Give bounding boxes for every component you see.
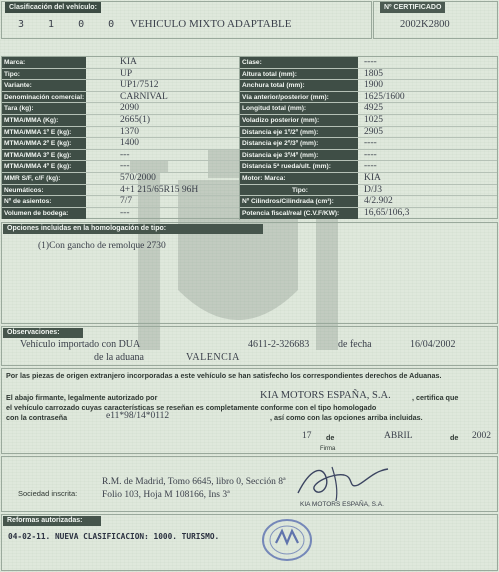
cert-line1-b: , certifica que [412,393,459,402]
classification-digits: 3 1 0 0 [18,19,124,30]
classification-box [1,1,372,39]
society-box [1,456,498,512]
spec-row: Tara (kg): 2090 [2,103,239,115]
society-registry-line2: Folio 103, Hoja M 108166, Ins 3ª [102,490,230,500]
spec-row: Neumáticos: 4+1 215/65R15 96H [2,185,239,197]
options-label: Opciones incluidas en la homologación de tipo: [3,224,263,234]
certificate-number: 2002K2800 [400,19,450,30]
reforms-label: Reformas autorizadas: [3,516,101,526]
spec-row: MTMA/MMA 1º E (kg): 1370 [2,127,239,139]
spec-row: MTMA/MMA 2º E (kg): 1400 [2,138,239,150]
left-spec-column [2,57,240,220]
cert-month: ABRIL [384,431,413,441]
observation-customs-label: de la aduana [94,352,144,363]
cert-line3-a: con la contraseña [6,413,68,422]
observation-customs-city: VALENCIA [186,352,240,363]
society-label: Sociedad inscrita: [18,489,78,498]
classification-text: VEHICULO MIXTO ADAPTABLE [130,18,292,30]
spec-row: Distancia eje 1º/2º (mm): 2905 [240,127,497,139]
spec-table [1,56,498,219]
certification-box [1,368,498,454]
spec-row: Anchura total (mm): 1900 [240,80,497,92]
society-registry-line1: R.M. de Madrid, Tomo 6645, libro 0, Sección 8ª [102,477,286,487]
options-text: (1)Con gancho de remolque 2730 [38,241,166,251]
cert-line2: el vehículo carrozado cuyas características se reseñan es completamente conforme con el tipo homologado [6,403,377,412]
spec-row: Motor: Marca: KIA [240,173,497,185]
spec-row: Clase: ---- [240,57,497,69]
spec-row: Altura total (mm): 1805 [240,69,497,81]
spec-row: Denominación comercial: CARNIVAL [2,92,239,104]
spec-row: MTMA/MMA 4º E (kg): --- [2,161,239,173]
spec-row: Nº Cilindros/Cilindrada (cm³): 4/2.902 [240,196,497,208]
cert-de2: de [450,433,459,442]
spec-row: Tipo: D/J3 [240,185,497,197]
spec-row: MTMA/MMA 3º E (kg): --- [2,150,239,162]
classification-label: Clasificación del vehículo: [5,2,101,13]
spec-row: Tipo: UP [2,69,239,81]
spec-row: MMR S/F, c/F (kg): 570/2000 [2,173,239,185]
observation-date-label: de fecha [338,339,372,350]
spec-row: Nº de asientos: 7/7 [2,196,239,208]
spec-row: Volumen de bodega: --- [4,207,130,218]
options-box [1,222,498,324]
society-stamp-text: KIA MOTORS ESPAÑA, S.A. [300,501,384,508]
spec-row: Potencia fiscal/real (C.V.F/KW): 16,65/106,3 [242,207,410,218]
reforms-text: 04-02-11. NUEVA CLASIFICACION: 1000. TURISMO. [8,532,220,541]
cert-line3-b: , así como con las opciones arriba incluidas. [270,413,423,422]
reforms-box [1,514,498,571]
observation-dua-number: 4611-2-326683 [248,339,310,350]
spec-row: Variante: UP1/7512 [2,80,239,92]
spec-row: MTMA/MMA (Kg): 2665(1) [2,115,239,127]
round-stamp-icon [260,517,314,563]
cert-year: 2002 [472,431,491,441]
spec-row: Voladizo posterior (mm): 1025 [240,115,497,127]
cert-company: KIA MOTORS ESPAÑA, S.A. [260,390,391,401]
observation-dua-text: Vehículo importado con DUA [20,339,141,350]
customs-statement: Por las piezas de origen extranjero incorporadas a este vehículo se han satisfecho los correspondientes derechos de Aduanas. [6,371,442,380]
signature-icon [292,459,402,503]
cert-line1-a: El abajo firmante, legalmente autorizado por [6,393,158,402]
observation-date: 16/04/2002 [410,339,456,350]
spec-row: Vía anterior/posterior (mm): 1625/1600 [240,92,497,104]
spec-row: Distancia 5ª rueda/ult. (mm): ---- [240,161,497,173]
cert-firma-label: Firma [320,446,336,452]
observations-label: Observaciones: [3,328,83,338]
cert-de1: de [326,433,335,442]
certificate-label: Nº CERTIFICADO [380,2,445,13]
right-spec-column [240,57,497,220]
cert-day: 17 [302,431,312,441]
cert-approval-code: e11*98/14*0112 [106,411,170,421]
spec-row: Marca: KIA [2,57,239,69]
observations-box [1,326,498,366]
spec-row: Distancia eje 3º/4º (mm): ---- [240,150,497,162]
certificate-box [373,1,498,39]
spec-row: Longitud total (mm): 4925 [240,103,497,115]
spec-row: Distancia eje 2º/3º (mm): ---- [240,138,497,150]
